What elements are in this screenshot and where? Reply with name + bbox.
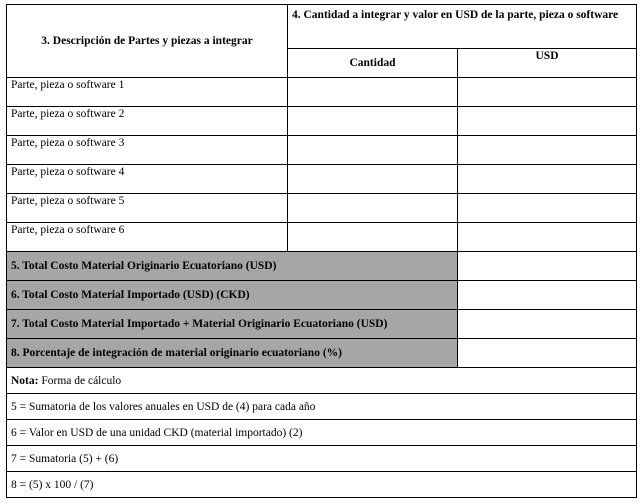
table-row: [7, 223, 637, 252]
item-label: Parte, pieza o software 4: [7, 165, 288, 194]
total-label: 5. Total Costo Material Originario Ecuatoriano (USD): [7, 252, 458, 281]
total-row: [7, 281, 637, 310]
note-line: 8 = (5) x 100 / (7): [7, 472, 637, 498]
item-label: Parte, pieza o software 3: [7, 136, 288, 165]
note-row: [7, 472, 637, 498]
note-row: [7, 368, 637, 394]
note-row: [7, 420, 637, 446]
total-value-cell[interactable]: [458, 252, 637, 281]
table-row: [7, 194, 637, 223]
usd-cell[interactable]: [458, 78, 637, 107]
item-label: Parte, pieza o software 5: [7, 194, 288, 223]
header-quantity-value: 4. Cantidad a integrar y valor en USD de la parte, pieza o software: [288, 5, 637, 49]
quantity-cell[interactable]: [288, 107, 458, 136]
total-row: [7, 339, 637, 368]
table-row: [7, 136, 637, 165]
total-label: 8. Porcentaje de integración de material originario ecuatoriano (%): [7, 339, 458, 368]
note-line: 7 = Sumatoria (5) + (6): [7, 446, 637, 472]
item-label: Parte, pieza o software 1: [7, 78, 288, 107]
quantity-cell[interactable]: [288, 223, 458, 252]
usd-cell[interactable]: [458, 194, 637, 223]
note-row: [7, 446, 637, 472]
note-label: Nota:: [11, 374, 39, 387]
table-row: [7, 107, 637, 136]
quantity-cell[interactable]: [288, 194, 458, 223]
item-label: Parte, pieza o software 2: [7, 107, 288, 136]
usd-cell[interactable]: [458, 136, 637, 165]
note-row: [7, 394, 637, 420]
total-row: [7, 310, 637, 339]
header-usd: USD: [458, 49, 637, 78]
header-description: 3. Descripción de Partes y piezas a integrar: [7, 5, 288, 78]
quantity-cell[interactable]: [288, 165, 458, 194]
usd-cell[interactable]: [458, 223, 637, 252]
total-label: 6. Total Costo Material Importado (USD) (CKD): [7, 281, 458, 310]
usd-cell[interactable]: [458, 107, 637, 136]
note-title: [7, 368, 637, 394]
header-quantity: Cantidad: [288, 49, 458, 78]
total-value-cell[interactable]: [458, 281, 637, 310]
note-line: 5 = Sumatoria de los valores anuales en USD de (4) para cada año: [7, 394, 637, 420]
table-row: [7, 78, 637, 107]
integration-table: [6, 4, 637, 498]
usd-cell[interactable]: [458, 165, 637, 194]
quantity-cell[interactable]: [288, 78, 458, 107]
total-value-cell[interactable]: [458, 310, 637, 339]
quantity-cell[interactable]: [288, 136, 458, 165]
total-row: [7, 252, 637, 281]
item-label: Parte, pieza o software 6: [7, 223, 288, 252]
total-label: 7. Total Costo Material Importado + Material Originario Ecuatoriano (USD): [7, 310, 458, 339]
total-value-cell[interactable]: [458, 339, 637, 368]
table-row: [7, 165, 637, 194]
note-title-text: Forma de cálculo: [38, 374, 122, 387]
note-line: 6 = Valor en USD de una unidad CKD (material importado) (2): [7, 420, 637, 446]
